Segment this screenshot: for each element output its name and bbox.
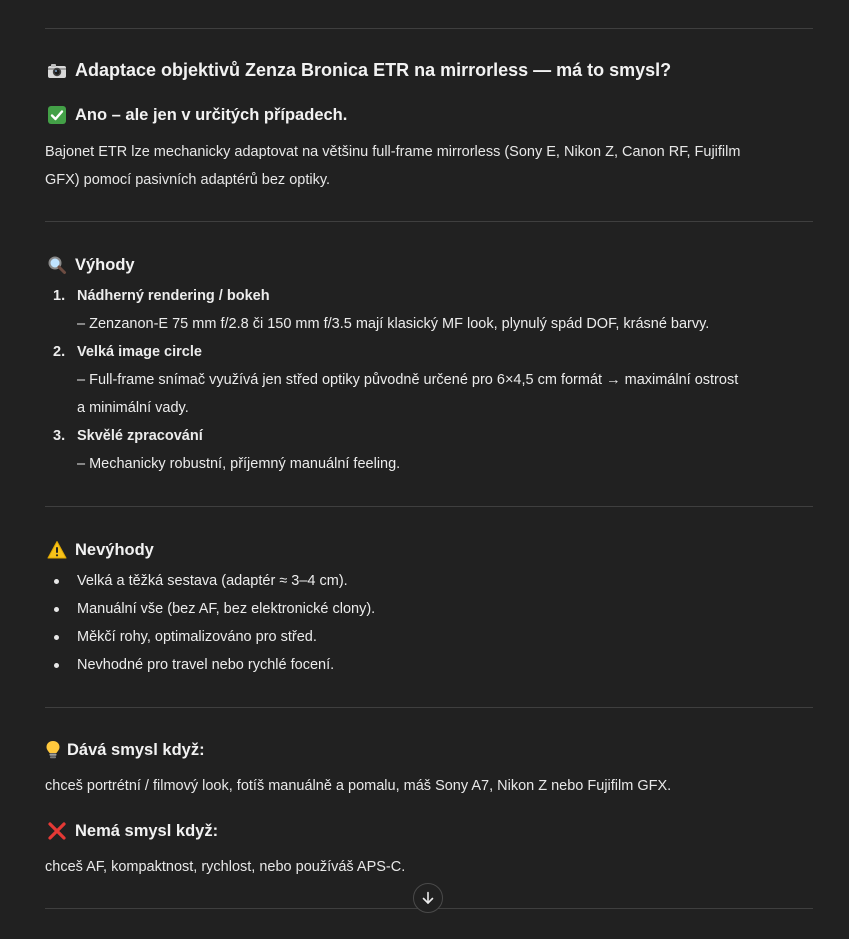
divider bbox=[45, 707, 813, 708]
heading-text: Adaptace objektivů Zenza Bronica ETR na mirrorless — má to smysl? bbox=[75, 60, 672, 80]
bullet bbox=[45, 623, 77, 651]
section-heading-advantages bbox=[47, 255, 135, 275]
list-item-title: Skvělé zpracování bbox=[77, 428, 203, 444]
list-item-title: Nádherný rendering / bokeh bbox=[77, 288, 270, 304]
heading-text: Nevýhody bbox=[75, 540, 154, 559]
heading-text: Nemá smysl když: bbox=[75, 821, 219, 840]
bullet bbox=[45, 567, 77, 595]
intro-paragraph bbox=[45, 138, 813, 194]
list-item-text: Velká a těžká sestava (adaptér ≈ 3–4 cm). bbox=[77, 573, 348, 589]
cross-mark-icon bbox=[47, 821, 67, 841]
warning-icon bbox=[47, 540, 67, 560]
list-number: 2. bbox=[53, 344, 66, 360]
divider bbox=[45, 506, 813, 507]
list-item-text: – Mechanicky robustní, příjemný manuální feeling. bbox=[77, 456, 401, 472]
section-heading-makes-sense bbox=[45, 740, 205, 760]
magnifier-icon bbox=[47, 255, 67, 275]
advantages-list bbox=[45, 282, 813, 478]
intro-line: GFX) pomocí pasivních adaptérů bez optiky. bbox=[45, 172, 331, 188]
bullet bbox=[45, 595, 77, 623]
heading-text: Dává smysl když: bbox=[67, 740, 205, 759]
list-item bbox=[45, 595, 813, 623]
list-item bbox=[45, 651, 813, 679]
section-heading-no-sense bbox=[47, 821, 218, 841]
list-item-title: Velká image circle bbox=[77, 344, 202, 360]
list-number: 3. bbox=[53, 428, 66, 444]
section-heading-adaptation bbox=[47, 60, 671, 81]
light-bulb-icon bbox=[45, 740, 61, 760]
disadvantages-list bbox=[45, 567, 813, 679]
arrow-down-icon bbox=[420, 890, 436, 906]
scroll-to-bottom-button[interactable] bbox=[413, 883, 443, 913]
makes-sense-text: chceš portrétní / filmový look, fotíš manuálně a pomalu, máš Sony A7, Nikon Z nebo Fujifilm GFX. bbox=[45, 778, 672, 794]
list-item bbox=[45, 623, 813, 651]
intro-line: Bajonet ETR lze mechanicky adaptovat na většinu full-frame mirrorless (Sony E, Nikon Z, Canon RF, Fujifilm bbox=[45, 144, 741, 160]
list-item-text: Nevhodné pro travel nebo rychlé focení. bbox=[77, 657, 335, 673]
list-item bbox=[45, 338, 813, 422]
camera-icon bbox=[47, 61, 67, 81]
section-heading-disadvantages bbox=[47, 540, 154, 560]
no-sense-text: chceš AF, kompaktnost, rychlost, nebo používáš APS-C. bbox=[45, 859, 406, 875]
answer-text: Ano – ale jen v určitých případech. bbox=[75, 105, 348, 124]
list-item bbox=[45, 422, 813, 478]
heading-text: Výhody bbox=[75, 255, 135, 274]
list-item-text: a minimální vady. bbox=[77, 400, 189, 416]
divider bbox=[45, 221, 813, 222]
list-number: 1. bbox=[53, 288, 66, 304]
check-mark-icon bbox=[47, 105, 67, 125]
list-item-text: Manuální vše (bez AF, bez elektronické clony). bbox=[77, 601, 376, 617]
divider bbox=[45, 28, 813, 29]
list-item-text: Měkčí rohy, optimalizováno pro střed. bbox=[77, 629, 317, 645]
bullet bbox=[45, 651, 77, 679]
list-item bbox=[45, 567, 813, 595]
list-item-text: – Zenzanon-E 75 mm f/2.8 či 150 mm f/3.5 mají klasický MF look, plynulý spád DOF, krásné barvy. bbox=[77, 316, 710, 332]
list-item bbox=[45, 282, 813, 338]
answer-heading bbox=[47, 105, 347, 125]
list-item-text: – Full-frame snímač využívá jen střed optiky původně určené pro 6×4,5 cm formát → maximální ostrost bbox=[77, 372, 739, 388]
